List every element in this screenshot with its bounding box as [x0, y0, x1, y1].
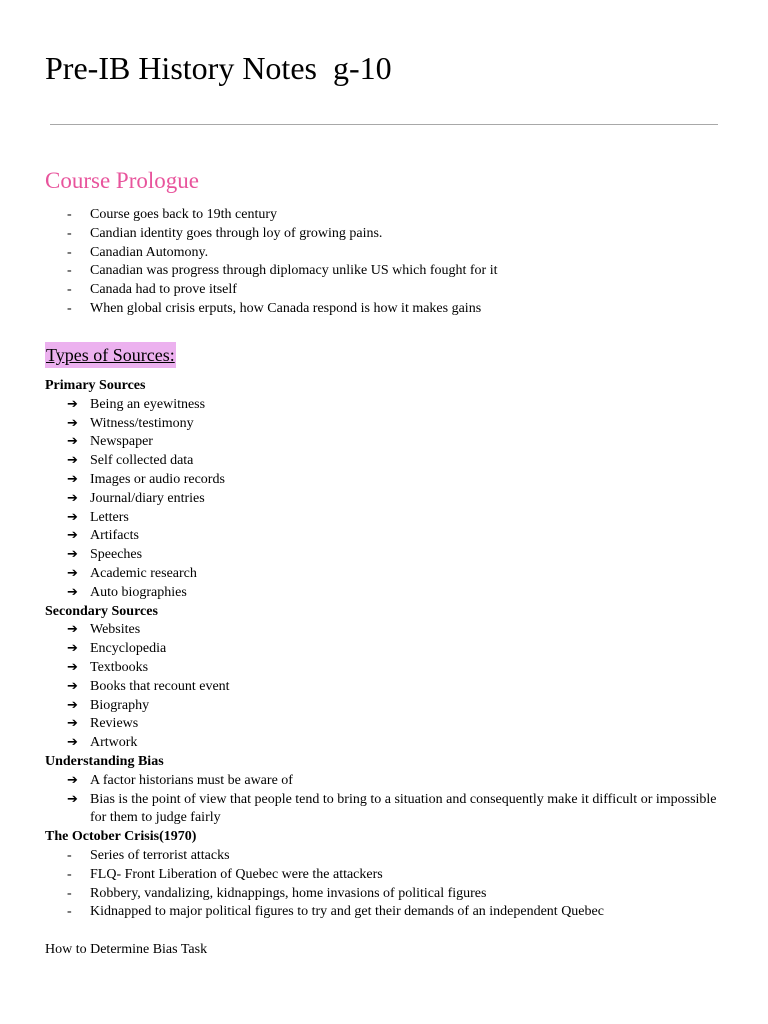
list-item-text: Canada had to prove itself [90, 282, 237, 298]
list-item [45, 433, 725, 452]
secondary-sources-list [45, 621, 725, 753]
list-item-text: Kidnapped to major political figures to try and get their demands of an independent Quebec [90, 904, 604, 920]
list-item [45, 490, 725, 509]
dash-bullet: - [67, 244, 72, 260]
list-item [45, 866, 725, 885]
list-item-text: Series of terrorist attacks [90, 847, 230, 863]
prologue-list [45, 206, 497, 319]
list-item [45, 225, 497, 244]
october-crisis-list [45, 847, 725, 922]
list-item-text: Artifacts [90, 528, 139, 544]
arrow-bullet-icon: ➔ [67, 659, 78, 675]
list-item-text: Witness/testimony [90, 415, 194, 431]
arrow-bullet-icon: ➔ [67, 716, 78, 732]
list-item-text: Self collected data [90, 453, 194, 469]
arrow-bullet-icon: ➔ [67, 415, 78, 431]
list-item [45, 640, 725, 659]
list-item [45, 621, 725, 640]
arrow-bullet-icon: ➔ [67, 509, 78, 525]
list-item-text: Biography [90, 697, 150, 713]
list-item [45, 415, 725, 434]
list-item [45, 678, 725, 697]
list-item-text: Encyclopedia [90, 641, 167, 657]
list-item-text: Candian identity goes through loy of growing pains. [90, 225, 383, 241]
arrow-bullet-icon: ➔ [67, 791, 78, 807]
list-item [45, 565, 725, 584]
list-item [45, 527, 725, 546]
bias-list [45, 772, 725, 828]
arrow-bullet-icon: ➔ [67, 471, 78, 487]
list-item-text: Reviews [90, 716, 139, 732]
secondary-sources-heading: Secondary Sources [45, 603, 158, 619]
list-item-text: Bias is the point of view that people tend to bring to a situation and consequently make it difficult or impossible for them to judge fairly [90, 791, 717, 826]
list-item-text: Textbooks [90, 659, 149, 675]
arrow-bullet-icon: ➔ [67, 622, 78, 638]
list-item-text: Canadian was progress through diplomacy unlike US which fought for it [90, 263, 498, 279]
arrow-bullet-icon: ➔ [67, 772, 78, 788]
dash-bullet: - [67, 847, 72, 863]
arrow-bullet-icon: ➔ [67, 678, 78, 694]
list-item [45, 509, 725, 528]
sources-body [45, 377, 725, 922]
course-prologue-heading: Course Prologue [45, 168, 199, 193]
list-item [45, 471, 725, 490]
dash-bullet: - [67, 263, 72, 279]
list-item [45, 885, 725, 904]
list-item-text: Images or audio records [90, 471, 225, 487]
list-item [45, 300, 497, 319]
list-item [45, 791, 720, 829]
list-item [45, 659, 725, 678]
arrow-bullet-icon: ➔ [67, 490, 78, 506]
list-item-text: Robbery, vandalizing, kidnappings, home invasions of political figures [90, 885, 487, 901]
dash-bullet: - [67, 282, 72, 298]
list-item [45, 903, 725, 922]
arrow-bullet-icon: ➔ [67, 565, 78, 581]
list-item [45, 734, 725, 753]
primary-sources-list [45, 396, 725, 603]
list-item-text: Artwork [90, 735, 138, 751]
page-title: Pre-IB History Notes g-10 [45, 50, 392, 86]
list-item [45, 396, 725, 415]
list-item-text: Journal/diary entries [90, 490, 205, 506]
arrow-bullet-icon: ➔ [67, 528, 78, 544]
list-item [45, 452, 725, 471]
dash-bullet: - [67, 300, 72, 316]
list-item-text: Academic research [90, 565, 197, 581]
list-item [45, 281, 497, 300]
arrow-bullet-icon: ➔ [67, 584, 78, 600]
october-crisis-heading: The October Crisis(1970) [45, 829, 197, 845]
list-item [45, 546, 725, 565]
list-item-text: When global crisis erputs, how Canada respond is how it makes gains [90, 300, 482, 316]
list-item [45, 262, 497, 281]
list-item-text: Course goes back to 19th century [90, 207, 278, 222]
dash-bullet: - [67, 904, 72, 920]
list-item-text: Letters [90, 509, 129, 525]
list-item [45, 715, 725, 734]
list-item [45, 206, 497, 225]
types-of-sources-heading: Types of Sources: [45, 342, 176, 368]
primary-sources-heading: Primary Sources [45, 378, 146, 393]
list-item [45, 847, 725, 866]
list-item [45, 584, 725, 603]
dash-bullet: - [67, 885, 72, 901]
list-item-text: Books that recount event [90, 678, 230, 694]
list-item [45, 697, 725, 716]
arrow-bullet-icon: ➔ [67, 641, 78, 657]
list-item-text: Auto biographies [90, 584, 187, 600]
arrow-bullet-icon: ➔ [67, 547, 78, 563]
arrow-bullet-icon: ➔ [67, 396, 78, 412]
arrow-bullet-icon: ➔ [67, 453, 78, 469]
list-item-text: FLQ- Front Liberation of Quebec were the attackers [90, 866, 383, 882]
list-item-text: Canadian Automony. [90, 244, 209, 260]
list-item-text: Speeches [90, 547, 143, 563]
dash-bullet: - [67, 207, 72, 222]
list-item-text: Websites [90, 622, 141, 638]
list-item [45, 772, 725, 791]
arrow-bullet-icon: ➔ [67, 697, 78, 713]
list-item-text: A factor historians must be aware of [90, 772, 293, 788]
dash-bullet: - [67, 866, 72, 882]
list-item [45, 244, 497, 263]
list-item-text: Being an eyewitness [90, 396, 206, 412]
arrow-bullet-icon: ➔ [67, 434, 78, 450]
horizontal-rule [50, 124, 718, 125]
understanding-bias-heading: Understanding Bias [45, 753, 164, 769]
footer-text: How to Determine Bias Task [45, 942, 208, 957]
list-item-text: Newspaper [90, 434, 153, 450]
arrow-bullet-icon: ➔ [67, 735, 78, 751]
dash-bullet: - [67, 225, 72, 241]
